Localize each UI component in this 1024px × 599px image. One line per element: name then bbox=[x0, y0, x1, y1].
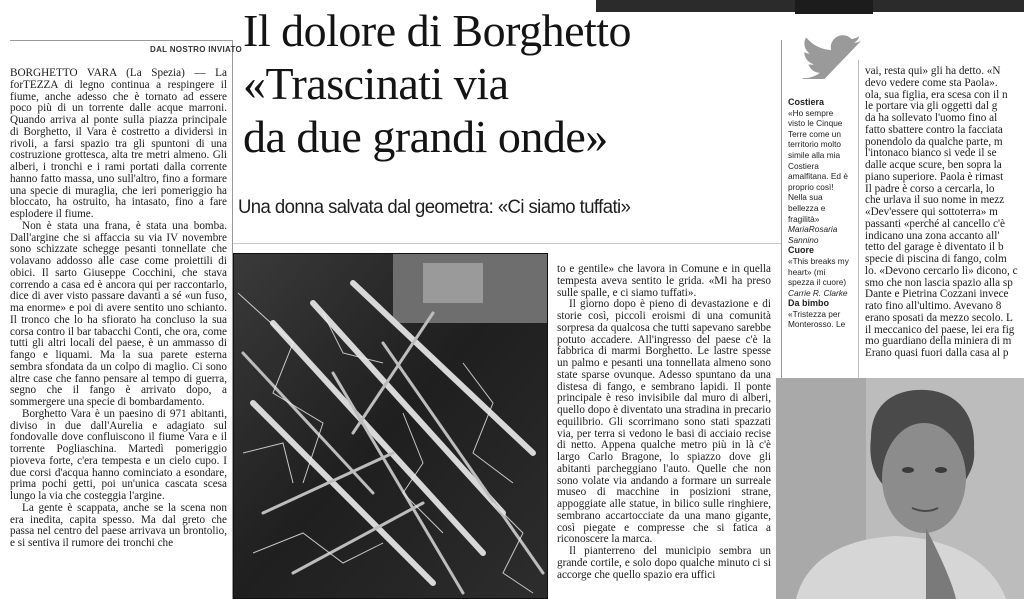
subhead-rule bbox=[233, 243, 781, 244]
text-line: indicano una zona accanto all' bbox=[865, 229, 1000, 242]
article-column-1 bbox=[10, 68, 227, 599]
text-line: Dante e Pietrina Cozzani invece bbox=[865, 288, 1009, 301]
subheadline: Una donna salvata dal geometra: «Ci siamo tuffati» bbox=[238, 196, 631, 218]
tweet-item bbox=[788, 97, 850, 245]
paragraph: BORGHETTO VARA (La Spezia) — La forTEZZA di legno continua a respingere il fiume, anche adesso che è tornato ad essere poco più di un torrente dalle acque marroni. Quando arriva al ponte sulla piazza principale di Borghetto, il Vara è costretto a dividersi in rivoli, a farsi spazio tra gli spuntoni di una costruzione grottesca, alta tre metri almeno. Gli alberi, i tronchi e i rami portati dalla corrente hanno fatto massa, uno sull'altro, fino a formare una specie di muraglia, che ieri pomeriggio ha bloccato, ha ostruito, ha intasato, fino a fare esplodere il fiume. bbox=[10, 68, 227, 220]
text-line: piano superiore. Paola è rimast bbox=[865, 170, 1004, 183]
portrait-image bbox=[776, 378, 1024, 599]
tweet-title: Cuore bbox=[788, 245, 815, 256]
text-line: Erano quasi fuori dalla casa al p bbox=[865, 347, 1009, 359]
paragraph: La gente è scappata, anche se la scena non era inedita, capita spesso. Ma dal greto che passa nel centro del paese arrivava un brontolio, e si sentiva il rumore dei tronchi che bbox=[10, 501, 227, 549]
article-column-3 bbox=[865, 66, 1024, 376]
paragraph: Il giorno dopo è pieno di devastazione e di storie così, piccoli eroismi di una comunità sorpresa da qualcosa che tutti sapevano sarebbe potuto accadere. All'ingresso del paese c'è la fabbrica di marmi Borghetto. Le lastre spesse un palmo e pesanti una tonnellata almeno sono state sparse ovunque. Adesso spuntano da una distesa di fango, e sembrano lapidi. Il ponte principale è reso invisibile dal muro di alberi, quello dopo è diventato una stradina in precario equilibrio. Gli scorrimano sono stati spazzati via, per terra si vedono le basi di acciaio recise di netto. Appena qualche metro più in là c'è largo Carlo Bragone, lo spiazzo dove gli abitanti parcheggiano l'auto. Quelle che non sono volate via andando a formare un surreale museo di macchine in posizioni strane, appoggiate alle statue, in bilico sulle ringhiere, sembrano accartocciate da una mano gigante, così piegate e compresse che si fatica a riconoscere la marca. bbox=[557, 298, 771, 546]
text-line: erano sposati da mezzo secolo. L bbox=[865, 311, 1013, 324]
woman-portrait-photo bbox=[776, 378, 1024, 599]
dateline: DAL NOSTRO INVIATO bbox=[150, 45, 243, 54]
text-line: smo che non lascia spazio alla sp bbox=[865, 276, 1013, 289]
tweet-title: Costiera bbox=[788, 97, 825, 107]
text-line: vai, resta qui» gli ha detto. «N bbox=[865, 66, 1001, 77]
tweet-text: «Tristezza per Monterosso. Le bbox=[788, 308, 846, 330]
tweet-author: Carrie R. Clarke bbox=[788, 287, 848, 298]
text-line: da ha sollevato l'uomo fino al bbox=[865, 112, 998, 124]
text-line: ola, sua figlia, era scesa con il n bbox=[865, 88, 1008, 101]
headline-line-1: Il dolore di Borghetto bbox=[243, 5, 632, 56]
text-line: dalle acque scure, ben sopra la bbox=[865, 159, 1002, 171]
debris-image bbox=[233, 253, 548, 599]
paragraph: to e gentile» che lavora in Comune e in quella tempesta aveva sentito le grida. «Mi ha preso sulle spalle, e ci siamo tuffati». bbox=[557, 264, 771, 299]
text-line: ponendolo da qualche parte, m bbox=[865, 135, 1003, 148]
tweet-title: Da bimbo bbox=[788, 298, 830, 309]
text-line: mo guardiano della miniera di m bbox=[865, 335, 1012, 348]
text-line: il meccanico del paese, lei era fig bbox=[865, 323, 1015, 336]
text-line: le portare via gli oggetti dal g bbox=[865, 100, 998, 113]
tweet-item bbox=[788, 245, 850, 298]
text-line: «Dev'essere qui sottoterra» m bbox=[865, 206, 998, 218]
text-line: passanti «perché al cancello c'è bbox=[865, 217, 1005, 230]
headline-line-3: da due grandi onde» bbox=[243, 111, 608, 162]
text-line: rato fino all'ultimo. Avevano 8 bbox=[865, 300, 1002, 312]
paragraph: Borghetto Vara è un paesino di 971 abitanti, diviso in due dall'Aurelia e adagiato sul fondovalle dove confluiscono il fiume Vara e il torrente Pogliaschina. Martedì pomeriggio pioveva forte, c'era tempesta e un cielo cupo. I due corsi d'acqua hanno cominciato a esondare, prima pochi getti, poi un'unica cascata scesa lungo la via che costeggia l'argine. bbox=[10, 407, 227, 502]
paragraph: Il pianterreno del municipio sembra un grande cortile, e solo dopo qualche minuto ci si accorge che quello spazio era uffici bbox=[557, 545, 771, 581]
headline-line-2: «Trascinati via bbox=[243, 58, 509, 109]
text-line: devo vedere come sta Paola». bbox=[865, 76, 998, 89]
text-line: che urlava il suo nome in mezz bbox=[865, 194, 1005, 207]
tweet-text: «This breaks my heart» (mi spezza il cuore) bbox=[788, 255, 849, 288]
tweet-author: MariaRosaria Sannino bbox=[788, 224, 838, 245]
column-divider-3 bbox=[858, 60, 859, 378]
article-column-2 bbox=[557, 264, 771, 599]
text-line: lo. «Devono cercarlo lì» dicono, c bbox=[865, 264, 1018, 277]
column-rule-top bbox=[10, 40, 232, 41]
tweets-sidebar bbox=[788, 97, 850, 330]
paragraph: Non è stata una frana, è stata una bomba. Dall'argine che si affaccia su via IV novembre sono schizzate schegge pesanti tonnellate che volavano addosso alle case come proiettili di obici. Il sarto Giuseppe Cocchini, che stava correndo a casa ed è ancora qui per raccontarlo, dice di aver visto passare davanti a sé «un fuso, ma enorme» e poi di avere sentito uno schianto. Il tronco che lo ha sfiorato ha concluso la sua corsa contro il bar tabacchi Conti, che ora, come tutti gli altri locali del paese, è un ammasso di fango e liquami. Ma la sua parete esterna sembra sfondata da un colpo di maglio. Ci sono altre case che fanno pensare al tempo di guerra, segno che il fango è arrivato dopo, a sommergere una specie di bombardamento. bbox=[10, 219, 227, 408]
twitter-bird-icon bbox=[801, 35, 863, 79]
headline bbox=[243, 4, 803, 163]
tweet-item bbox=[788, 298, 850, 330]
adjacent-clipping-edge-dark bbox=[795, 0, 873, 14]
flood-debris-photo bbox=[233, 253, 548, 599]
tweet-text: «Ho sempre visto le Cinque Terre come un territorio molto simile alla mia Costiera amalfitana. Ed è proprio così! Nella sua bellezza e fragilità» bbox=[788, 107, 848, 224]
text-line: Il padre è corso a cercarla, lo bbox=[865, 182, 995, 195]
text-line: l'intonaco bianco si vede il se bbox=[865, 147, 997, 160]
text-line: fatto sbattere contro la facciata bbox=[865, 123, 1003, 136]
text-line: tetto del garage è diventato il b bbox=[865, 241, 1004, 254]
text-line: specie di piscina di fango, colm bbox=[865, 253, 1007, 265]
